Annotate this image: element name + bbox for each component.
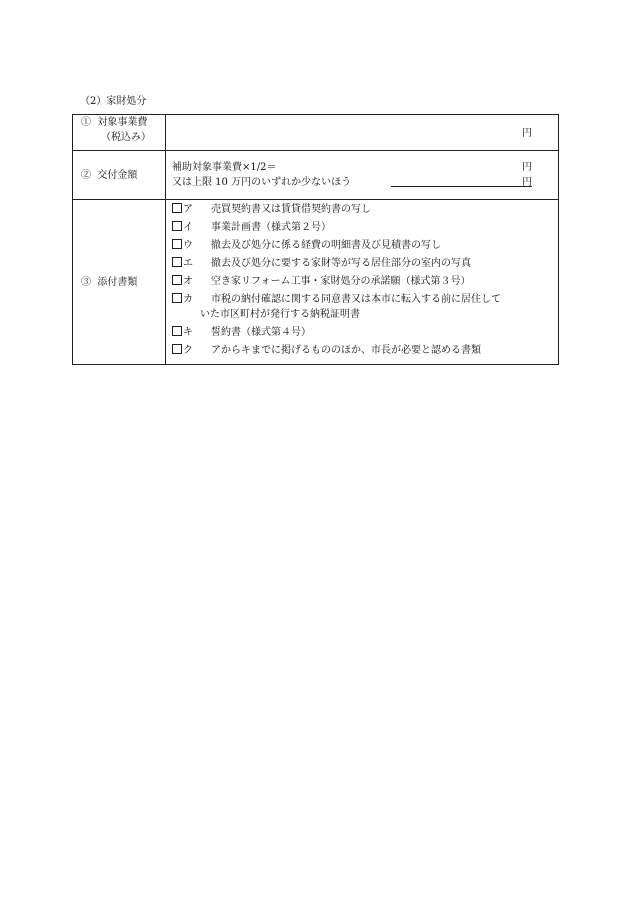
checkbox[interactable] <box>172 344 182 354</box>
doc-text: 撤去及び処分に要する家財等が写る居住部分の室内の写真 <box>211 258 471 269</box>
doc-code: オ <box>183 276 193 287</box>
doc-code: エ <box>183 258 193 269</box>
doc-text: 市税の納付確認に関する同意書又は本市に転入する前に居住して <box>211 294 501 305</box>
grant-cap-text: 又は上限 10 万円のいずれか少ないほう <box>172 177 352 188</box>
checkbox[interactable] <box>172 239 182 249</box>
row-number: ② <box>81 169 91 181</box>
doc-code: イ <box>183 222 193 233</box>
checkbox[interactable] <box>172 257 182 267</box>
doc-item-e <box>172 255 558 273</box>
doc-text: 売買契約書又は賃貸借契約書の写し <box>211 204 371 215</box>
doc-code: カ <box>183 294 193 305</box>
attachments-label-cell <box>73 200 166 365</box>
yen-unit: 円 <box>522 162 532 173</box>
subsidy-form-table <box>72 114 559 365</box>
attachments-list-cell <box>166 200 559 365</box>
doc-code: ク <box>183 345 193 356</box>
row-attachments <box>73 200 559 365</box>
section-heading: （2）家財処分 <box>80 96 147 107</box>
doc-code: キ <box>183 327 193 338</box>
project-cost-value-cell[interactable] <box>166 115 559 151</box>
yen-unit: 円 <box>522 128 532 139</box>
doc-text: 事業計画書（様式第２号） <box>211 222 331 233</box>
tax-included-note: （税込み） <box>101 132 151 143</box>
project-cost-label: 対象事業費 <box>97 117 148 128</box>
doc-item-o <box>172 273 558 291</box>
checkbox[interactable] <box>172 203 182 213</box>
document-checklist <box>166 200 558 360</box>
grant-amount-value-cell[interactable] <box>166 151 559 200</box>
doc-item-a <box>172 201 558 219</box>
doc-item-i <box>172 219 558 237</box>
project-cost-label-cell <box>73 115 166 151</box>
doc-text: アからキまでに掲げるもののほか、市長が必要と認める書類 <box>211 345 481 356</box>
doc-text: 空き家リフォーム工事・家財処分の承諾願（様式第３号） <box>211 276 471 287</box>
amount-blank-line[interactable] <box>391 186 532 187</box>
checkbox[interactable] <box>172 221 182 231</box>
checkbox[interactable] <box>172 275 182 285</box>
doc-item-ki <box>172 324 558 342</box>
yen-unit: 円 <box>522 177 532 188</box>
grant-formula-text: 補助対象事業費×1/2＝ <box>172 162 277 173</box>
doc-item-ku <box>172 342 558 360</box>
row-project-cost <box>73 115 559 151</box>
grant-cap-line <box>166 175 558 190</box>
doc-text: 撤去及び処分に係る経費の明細書及び見積書の写し <box>211 240 441 251</box>
grant-formula-line <box>166 160 558 175</box>
doc-item-ka <box>172 291 558 309</box>
grant-amount-label-cell <box>73 151 166 200</box>
checkbox[interactable] <box>172 293 182 303</box>
attachments-label: 添付書類 <box>97 276 138 288</box>
row-number: ③ <box>81 276 91 288</box>
doc-code: ウ <box>183 240 193 251</box>
doc-text: 誓約書（様式第４号） <box>211 327 311 338</box>
grant-amount-label: 交付金額 <box>97 169 138 181</box>
doc-text-continuation: いた市区町村が発行する納税証明書 <box>200 309 360 320</box>
doc-item-u <box>172 237 558 255</box>
row-number: ① <box>81 117 91 128</box>
row-grant-amount <box>73 151 559 200</box>
checkbox[interactable] <box>172 326 182 336</box>
doc-code: ア <box>183 204 193 215</box>
